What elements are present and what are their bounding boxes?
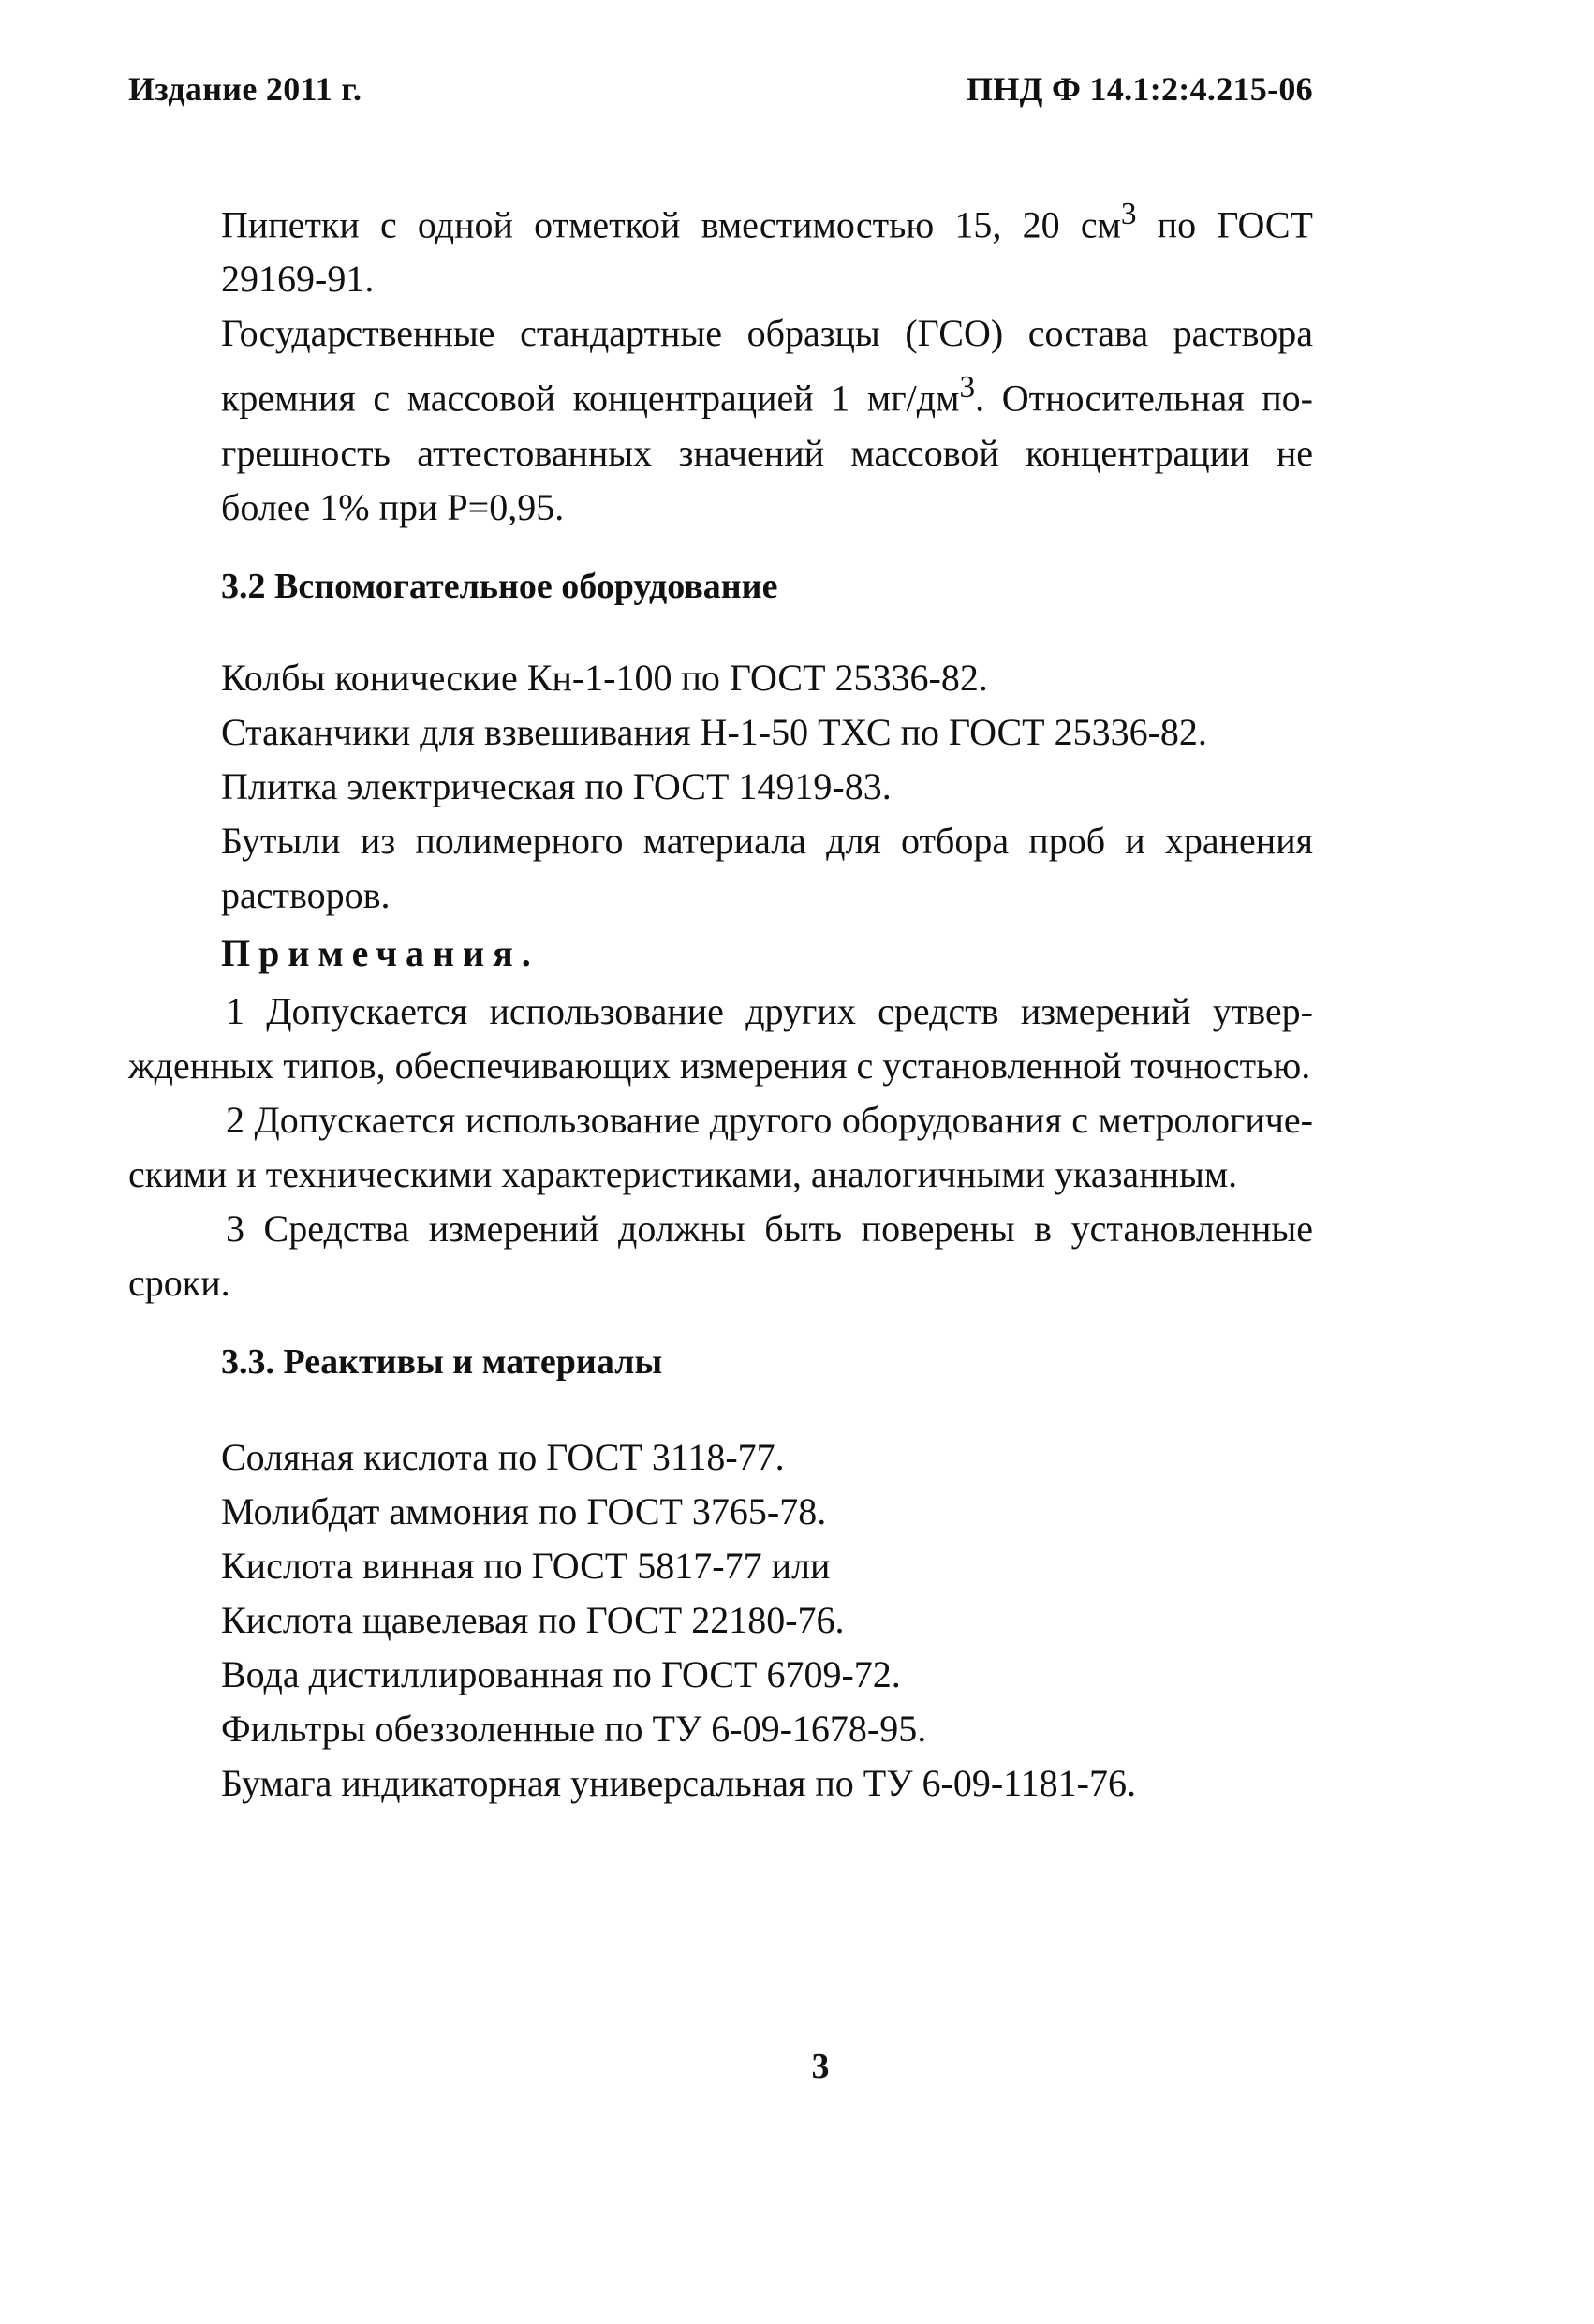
pipettes-paragraph (128, 187, 1313, 306)
pipettes-superscript: 3 (1120, 197, 1137, 231)
reagent-item: Кислота щавелевая по ГОСТ 22180-76. (221, 1598, 845, 1641)
gso-paragraph (128, 306, 1313, 534)
note-item: 1 Допускается использование других средств измерений утвер-жденных типов, обеспечивающих измерения с установленной точностью. (128, 989, 1313, 1087)
notes-title: Примечания. (221, 931, 539, 974)
reagent-item: Бумага индикаторная универсальная по ТУ 6-09-1181-76. (221, 1761, 1136, 1804)
equipment-item: Стаканчики для взвешивания Н-1-50 ТХС по ГОСТ 25336-82. (221, 710, 1207, 753)
edition-label: Издание 2011 г. (128, 70, 362, 108)
gso-text-end: . Относительная по-грешность аттестованных значений массовой концентрации не более 1% при Р=0,95. (221, 377, 1313, 528)
gso-superscript: 3 (959, 370, 976, 406)
equipment-item: Бутыли из полимерного материала для отбора проб и хранения растворов. (221, 819, 1313, 916)
page-number: 3 (811, 2047, 830, 2086)
equipment-item: Плитка электрическая по ГОСТ 14919-83. (221, 764, 892, 807)
document-code: ПНД Ф 14.1:2:4.215-06 (967, 70, 1313, 108)
note-item: 3 Средства измерений должны быть поверены в установленные сроки. (128, 1206, 1313, 1304)
note-item: 2 Допускается использование другого оборудования с метрологиче-скими и техническими характеристиками, аналогичными указанным. (128, 1098, 1313, 1195)
section-3-2-title: 3.2 Вспомогательное оборудование (221, 566, 778, 606)
pipettes-text-end: по ГОСТ 29169-91. (221, 203, 1313, 301)
reagent-item: Вода дистиллированная по ГОСТ 6709-72. (221, 1652, 901, 1695)
reagent-item: Кислота винная по ГОСТ 5817-77 или (221, 1544, 831, 1587)
section-3-3-title: 3.3. Реактивы и материалы (221, 1341, 663, 1382)
reagent-item: Соляная кислота по ГОСТ 3118-77. (221, 1435, 785, 1478)
pipettes-text: Пипетки с одной отметкой вместимостью 15, 20 см (221, 203, 1121, 246)
reagent-item: Фильтры обеззоленные по ТУ 6-09-1678-95. (221, 1707, 927, 1750)
gso-text: Государственные стандартные образцы (ГСО) состава раствора кремния с массовой концентрацией 1 мг/дм (221, 312, 1313, 420)
equipment-item: Колбы конические Кн-1-100 по ГОСТ 25336-82. (221, 656, 988, 699)
reagent-item: Молибдат аммония по ГОСТ 3765-78. (221, 1489, 827, 1532)
page-content (128, 187, 1313, 1811)
